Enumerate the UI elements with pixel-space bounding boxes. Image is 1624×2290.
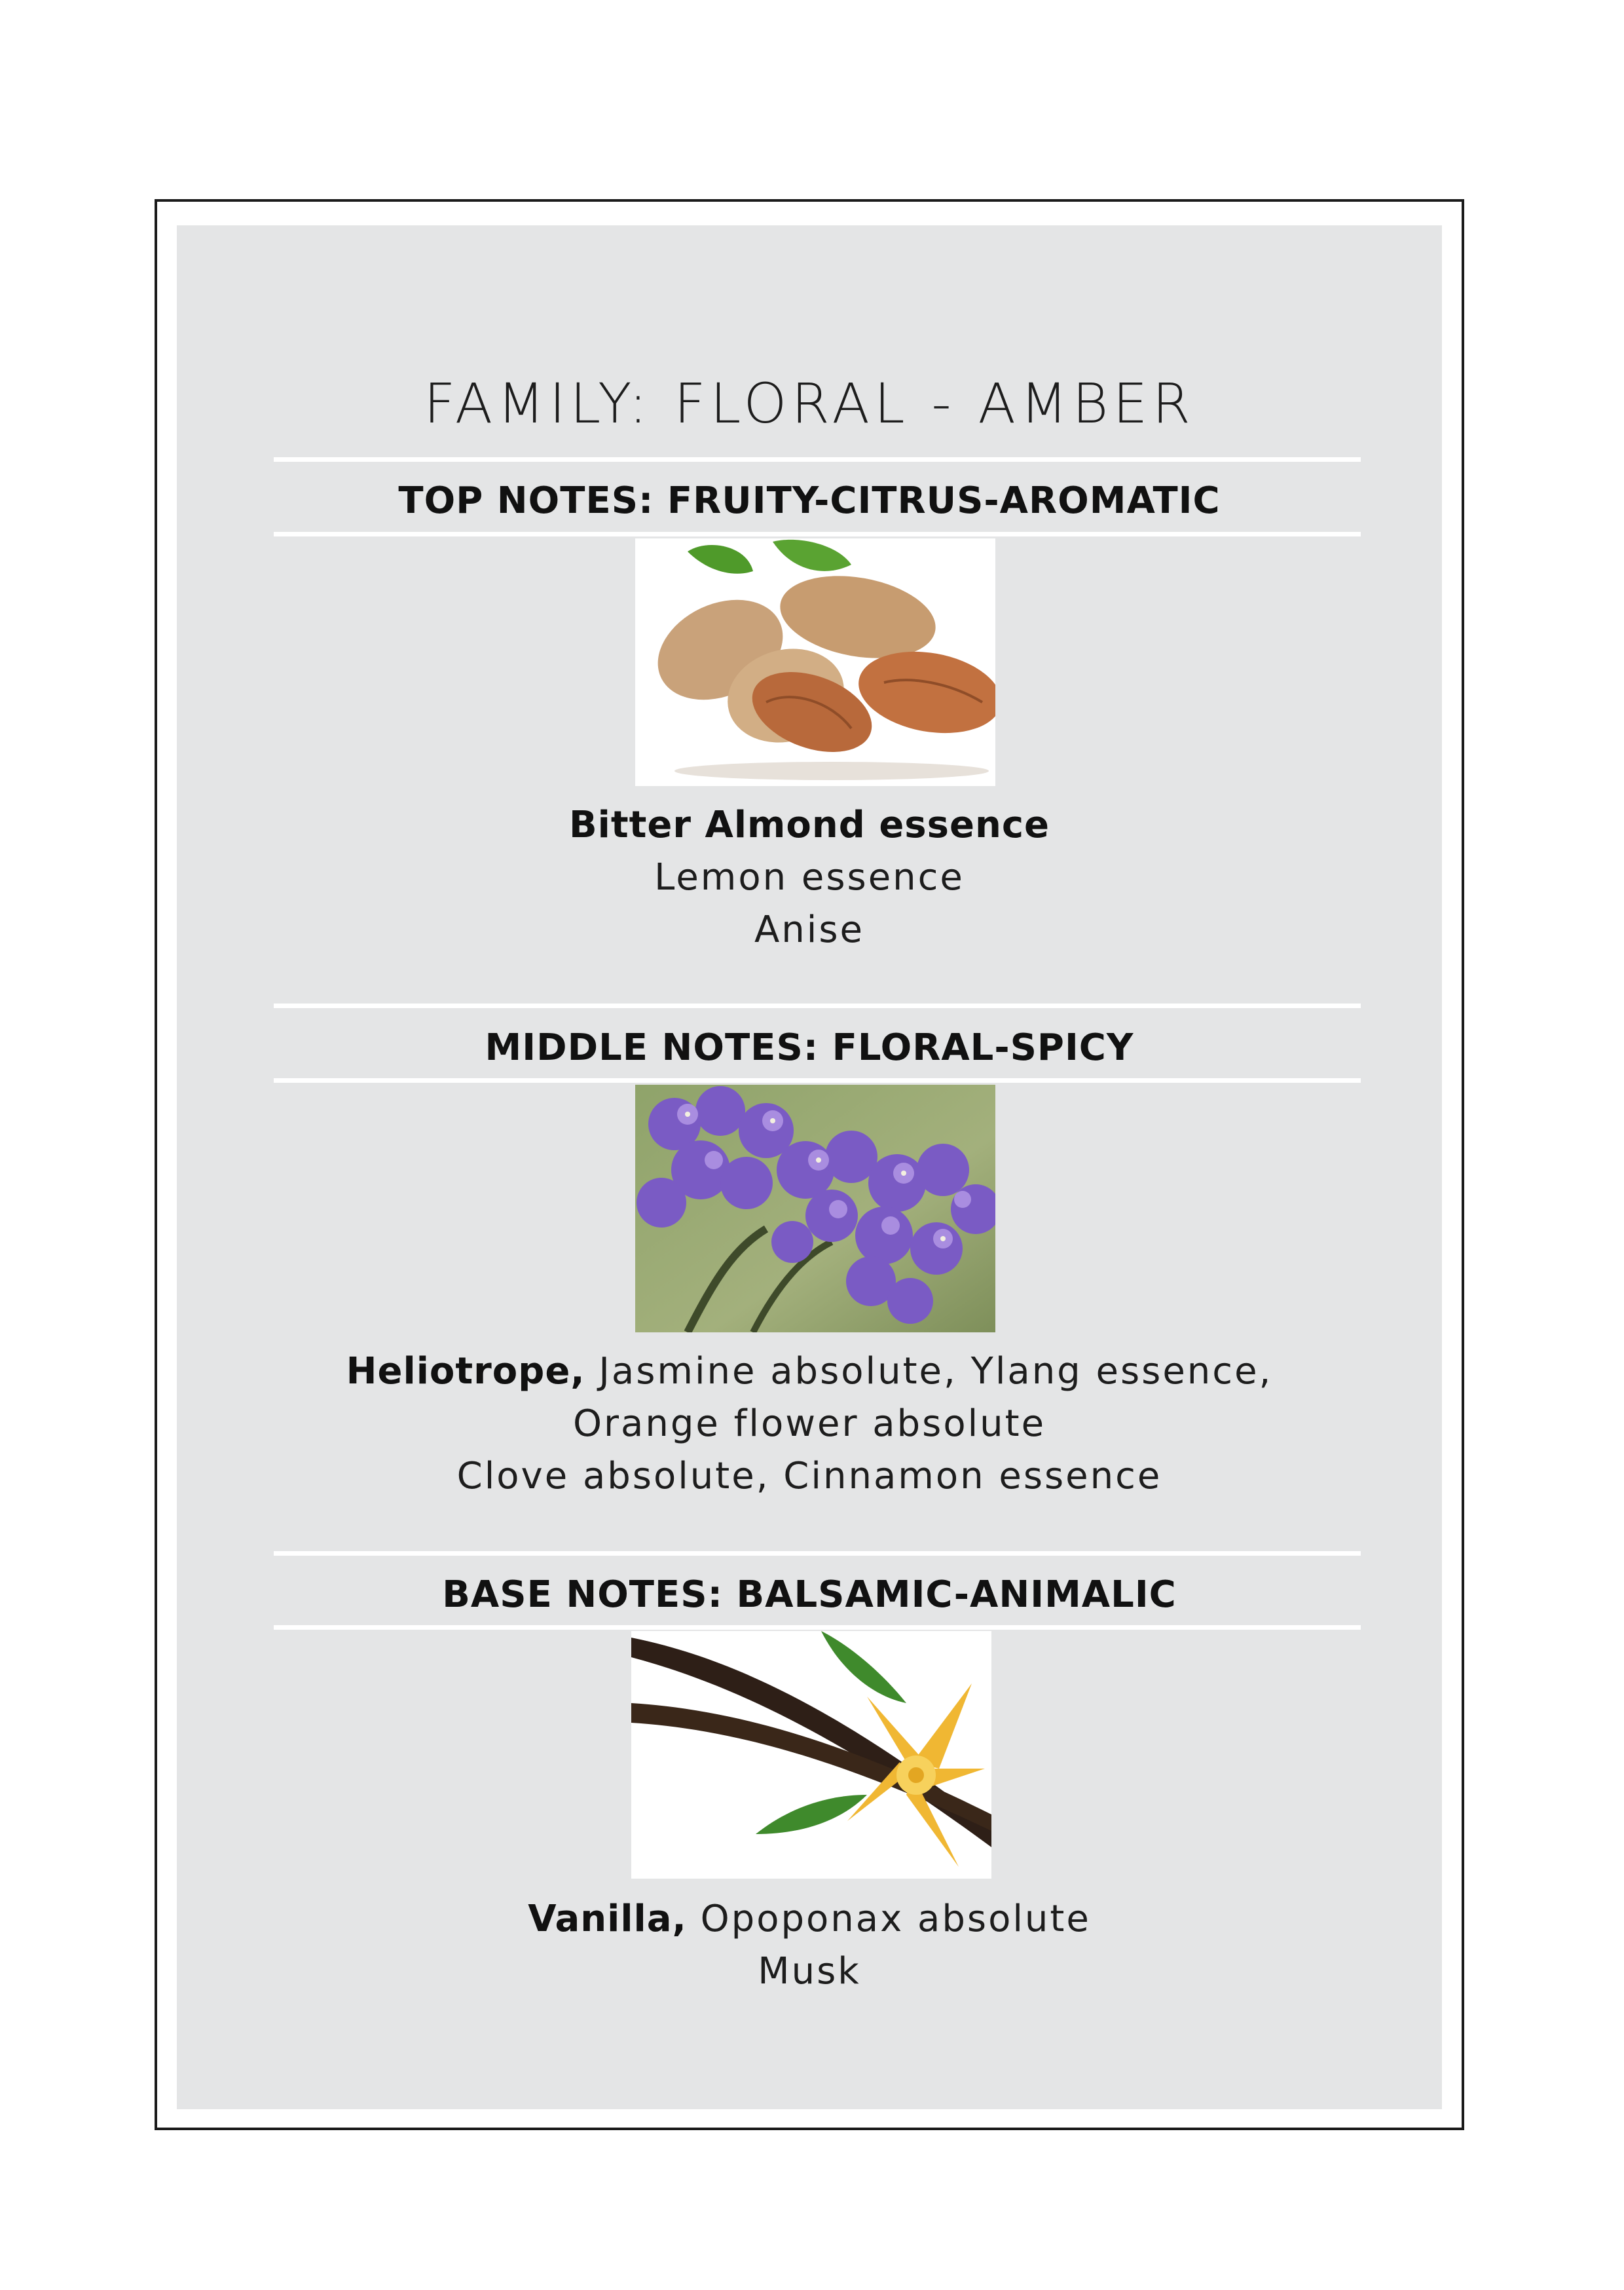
- divider: [274, 1078, 1361, 1083]
- middle-note-line-1: Heliotrope, Jasmine absolute, Ylang essence,: [346, 1350, 1273, 1393]
- page-frame: [155, 199, 1464, 2130]
- middle-notes-heading: MIDDLE NOTES: FLORAL-SPICY: [485, 1026, 1134, 1069]
- top-note-line-2: Lemon essence: [654, 856, 965, 899]
- middle-note-line-3: Clove absolute, Cinnamon essence: [456, 1455, 1162, 1497]
- base-note-line-1: Vanilla, Opoponax absolute: [528, 1898, 1091, 1940]
- divider: [274, 1625, 1361, 1630]
- heliotrope-photo: [635, 1085, 995, 1332]
- top-notes-heading: TOP NOTES: FRUITY-CITRUS-AROMATIC: [398, 479, 1221, 522]
- divider: [274, 532, 1361, 536]
- divider: [274, 1551, 1361, 1556]
- notes-panel: [177, 225, 1442, 2109]
- almonds-photo: [635, 538, 995, 786]
- base-note-line-2: Musk: [758, 1950, 861, 1993]
- middle-note-line-2: Orange flower absolute: [572, 1402, 1046, 1445]
- family-title: FAMILY: FLORAL - AMBER: [424, 371, 1195, 436]
- base-notes-heading: BASE NOTES: BALSAMIC-ANIMALIC: [442, 1573, 1177, 1616]
- top-note-line-1: Bitter Almond essence: [569, 804, 1050, 846]
- top-note-line-3: Anise: [754, 909, 864, 951]
- vanilla-photo: [631, 1631, 991, 1879]
- divider: [274, 457, 1361, 462]
- divider: [274, 1004, 1361, 1008]
